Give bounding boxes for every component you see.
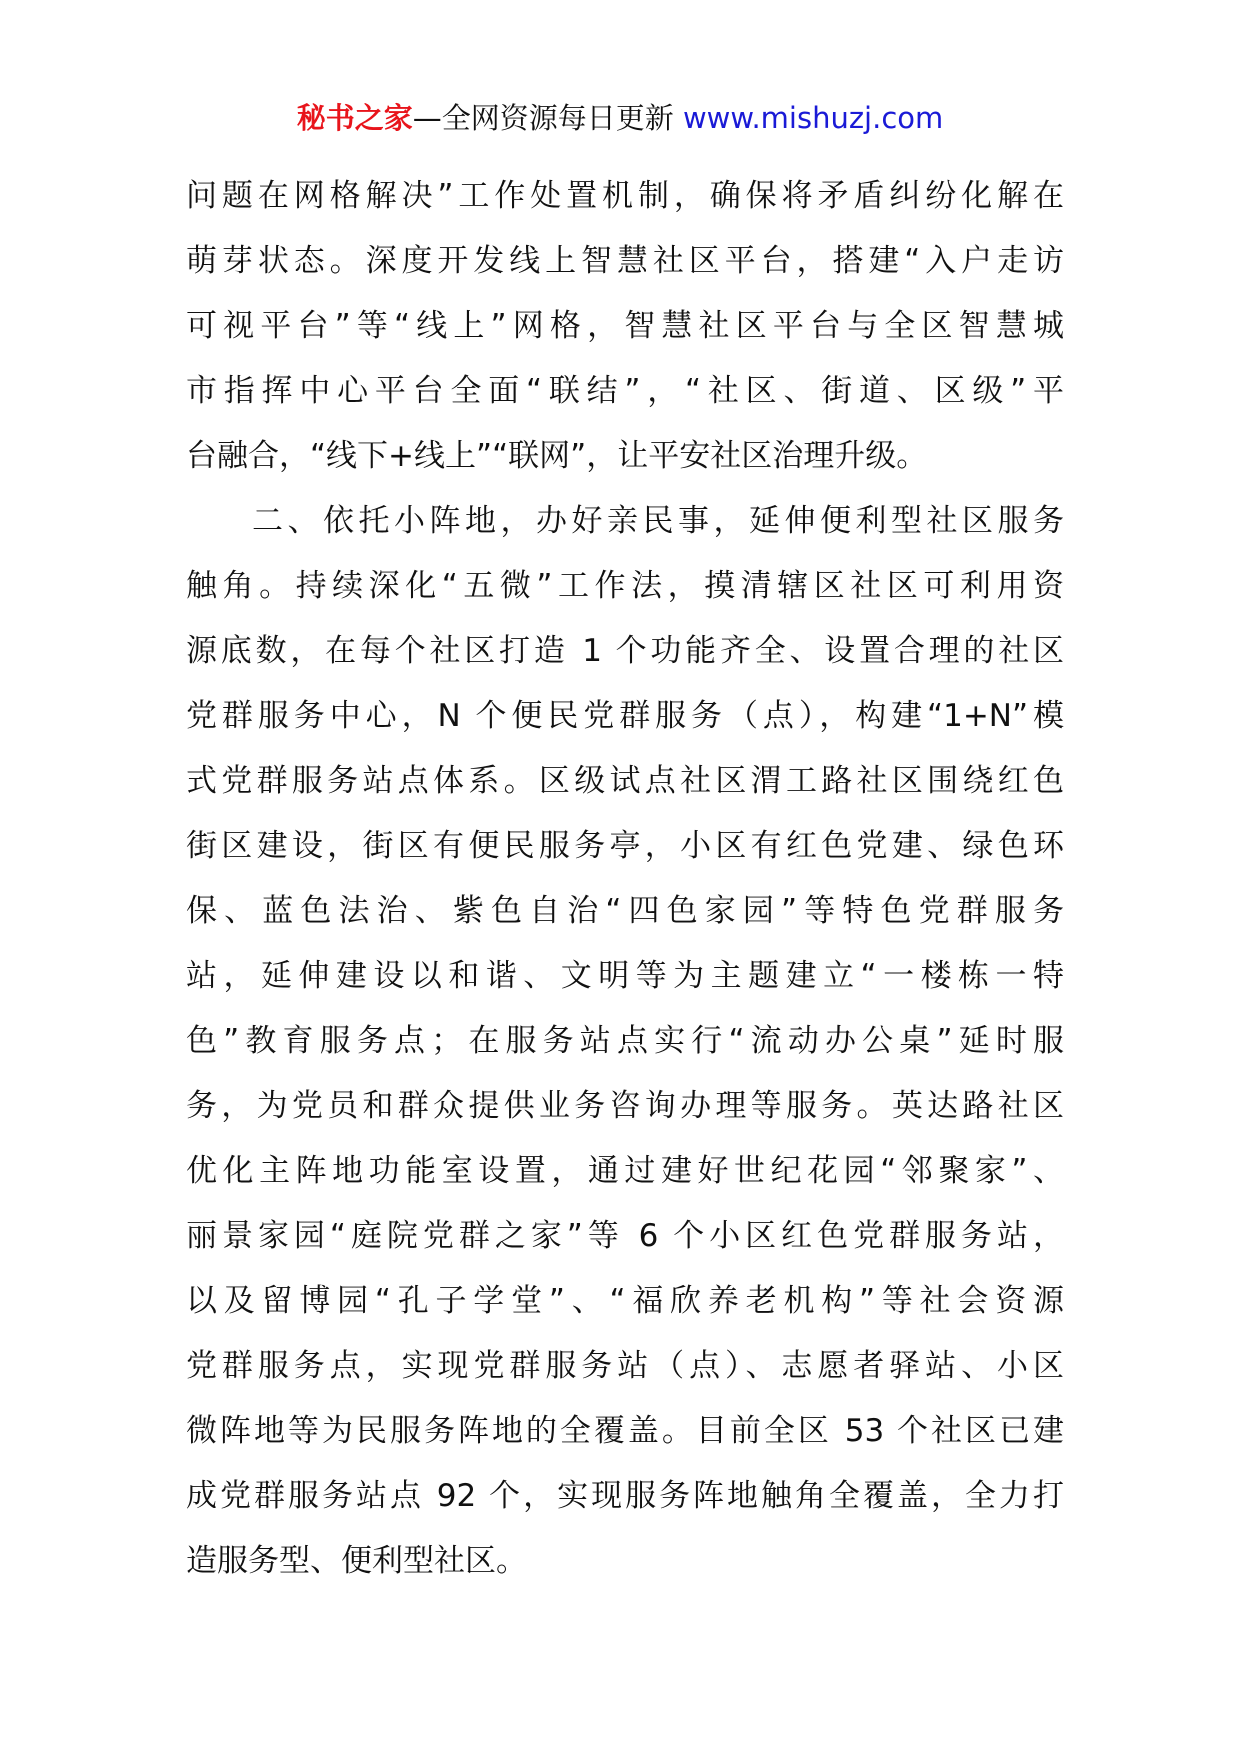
- text-line: 色”教育服务点；在服务站点实行“流动办公桌”延时服: [186, 1023, 1064, 1059]
- text-line: 优化主阵地功能室设置，通过建好世纪花园“邻聚家”、: [186, 1153, 1064, 1189]
- text-line: 党群服务点，实现党群服务站（点）、志愿者驿站、小区: [186, 1348, 1064, 1384]
- site-tagline: —全网资源每日更新: [412, 101, 683, 135]
- section-heading-line: 二、依托小阵地，办好亲民事，延伸便利型社区服务: [252, 503, 1064, 539]
- text-line: 萌芽状态。深度开发线上智慧社区平台，搭建“入户走访: [186, 243, 1064, 279]
- site-header: [0, 98, 1240, 138]
- site-brand: 秘书之家: [296, 101, 413, 135]
- text-line: 党群服务中心，N 个便民党群服务（点），构建“1+N”模: [186, 698, 1064, 734]
- text-line: 源底数，在每个社区打造 1 个功能齐全、设置合理的社区: [186, 633, 1064, 669]
- text-line: 站，延伸建设以和谐、文明等为主题建立“一楼栋一特: [186, 958, 1064, 994]
- text-line: 丽景家园“庭院党群之家”等 6 个小区红色党群服务站，: [186, 1218, 1064, 1254]
- text-line: 务，为党员和群众提供业务咨询办理等服务。英达路社区: [186, 1088, 1064, 1124]
- document-body: [186, 164, 1064, 1594]
- text-line: 可视平台”等“线上”网格，智慧社区平台与全区智慧城: [186, 308, 1064, 344]
- text-line: 式党群服务站点体系。区级试点社区渭工路社区围绕红色: [186, 763, 1064, 799]
- text-line: 台融合，“线下+线上”“联网”，让平安社区治理升级。: [186, 438, 928, 474]
- text-line: 成党群服务站点 92 个，实现服务阵地触角全覆盖，全力打: [186, 1478, 1064, 1514]
- text-line: 问题在网格解决”工作处置机制，确保将矛盾纠纷化解在: [186, 178, 1064, 214]
- text-line: 以及留博园“孔子学堂”、“福欣养老机构”等社会资源: [186, 1283, 1064, 1319]
- text-line: 微阵地等为民服务阵地的全覆盖。目前全区 53 个社区已建: [186, 1413, 1064, 1449]
- site-url-link[interactable]: www.mishuzj.com: [682, 101, 944, 135]
- text-line: 街区建设，街区有便民服务亭，小区有红色党建、绿色环: [186, 828, 1064, 864]
- text-line: 市指挥中心平台全面“联结”，“社区、街道、区级”平: [186, 373, 1064, 409]
- text-line: 触角。持续深化“五微”工作法，摸清辖区社区可利用资: [186, 568, 1064, 604]
- text-line: 保、蓝色法治、紫色自治“四色家园”等特色党群服务: [186, 893, 1064, 929]
- text-line: 造服务型、便利型社区。: [186, 1543, 527, 1579]
